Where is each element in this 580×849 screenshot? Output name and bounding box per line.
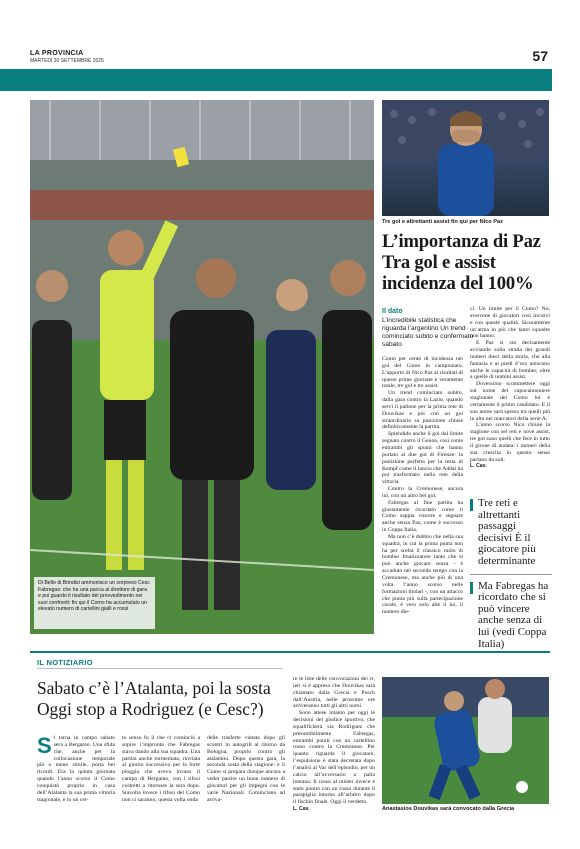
dropcap: S xyxy=(37,733,52,758)
photo-nico-paz-illustration xyxy=(382,100,549,216)
notiziario-rule xyxy=(37,668,283,669)
kicker-text: L’incredibile statistica che riguarda l’argentino Un trend cominciato subito e confermato sabato xyxy=(382,317,474,348)
notiziario-label: IL NOTIZIARIO xyxy=(37,658,93,667)
article-paragraph: Contro la Cremonese, ancora lui, con un altro bel gol. xyxy=(382,486,463,499)
article-paragraph: Fabregas al fine partita ha giustamente ricordato come il Como sappia vincere e segnare anche senza Paz, come è successo in Coppa Italia. xyxy=(382,499,463,534)
notiziario-column-1 xyxy=(37,735,115,803)
article-paragraph: Splendido anche il gol dal limite segnato contro il Genoa, così come entrambi gli spunti che hanno portato ai due gol di Firenze: la punizione perfetta per la testa di Kempf come il lancio che Addai ha poi trasformato nella rete della vittoria. xyxy=(382,431,463,486)
article-paragraph: E Paz si sta decisamente avviando sulla strada dei grandi numeri dieci della storia, che alla fantasia e ai piedi d’oro uniscono anche le capacità di bomber, oltre a quelle di uomini assist. xyxy=(470,340,550,381)
small-photo-caption: Tre gol e altrettanti assist fin qui per Nico Paz xyxy=(382,219,503,225)
notiziario-column-3 xyxy=(207,735,285,803)
photo-douvikas-illustration xyxy=(382,677,549,804)
article-column-1 xyxy=(382,356,463,616)
article-signature: L. Cav. xyxy=(470,463,487,470)
notiziario-text: re le liste delle convocazioni dei ct, ieri si è appreso che Douvikas sarà chiamato dalla Grecia e Posch dall’Austria, nelle prossime ore arriveranno tutti gli altri nomi. xyxy=(293,676,375,710)
notiziario-text: to senso fu il che ci cominciò a sopire l’impronta che Fabregas stava dando alla sua squadra. Una partita anche tormentata, rinviata al giorno successivo per la forte pioggia che aveva invaso il campo di Bergamo, con i tifosi costretti a ritornare la sera dopo. Stavolta invece i tifosi del Como non ci saranno, questa volta onda xyxy=(122,735,200,803)
notiziario-column-2 xyxy=(122,735,200,803)
top-color-band xyxy=(0,69,552,91)
bottom-photo-caption: Anastasios Douvikas sarà convocato dalla Grecia xyxy=(382,806,515,812)
notiziario-text: delle trasferte vietata dopo gli scontri in autogrill al ritorno da Bologna, proprio contro gli atalantini. Dopo questa gara, la seconda sosta della stagione: e il Como si prepara dunque ancora a veder partire un buon numero di giocatori per gli impegni con le varie Nazionali. Cominciano ad arriva- xyxy=(207,735,285,803)
article-paragraph: Conto per cento di incidenza nei gol del Como in campionato. L’apporto di Nico Paz ai risultati di queste prime giornate è veramente totale, tre gol e tre assist. xyxy=(382,356,463,390)
main-photo-caption: Di Bello di Brindisi ammonisce un sorpreso Cesc Fabregas: che ha una pacca ai direttore di gara e poi guardo il risultato del provvedimento nei suoi confronti: fin qui il Como ha accumulato un elevato numero di cartellini gialli e rossi xyxy=(34,577,155,629)
main-photo-referee-card xyxy=(30,100,374,634)
article-headline: L’importanza di Paz Tra gol e assist incidenza del 100% xyxy=(382,231,541,294)
notiziario-text: Sono attese intanto per oggi le decisioni del giudice sportivo, che squalificherà sia Rodriguez che presumibilmente Fabregas, entrambi puniti con un cartellino rosso contro la Cremonese. Per quanto riguarda il giocatore, l’espulsione è stata decretata dopo l’analisi al Var dell’episodio, per un calcio all’avversario a palla lontana. Il rosso al mister invece è stato punito con un rosso durante il parapiglia intorno all’arbitro dopo il fischio finale. Oggi il verdetto. xyxy=(293,710,375,806)
main-photo-illustration xyxy=(30,100,374,634)
side-highlight-item: Ma Fabregas ha ricordato che si può vincere anche senza di lui (vedi Coppa Italia) xyxy=(470,581,552,651)
dateline: MARTEDÌ 30 SETTEMBRE 2025 xyxy=(30,58,104,64)
side-highlight-item: Tre reti e altrettanti passaggi decisivi È il giocatore più determinante xyxy=(470,498,552,568)
side-divider xyxy=(470,574,552,575)
article-paragraph: Ma non c’è dubbio che nella sua squadra, in cui la prima punta non ha per scelta il classico ruolo di bomber finalizzatore tanto che si può anche giocare senza - è accaduto nel secondo tempo con la Cremonese, ma anche più di una volta l’anno scorso nelle formazioni titolari -, con un attacco che punta più sulla partecipazione corale, è vero solo altè il lui, il numero die- xyxy=(382,533,463,616)
article-paragraph: Dovessimo scommettere oggi sul nome del capocannoniere stagionale del Como lui è certamente il primo candidato. E il suo nome sarà spesso tra quelli più in alto nei marcatori della serie A. xyxy=(470,381,550,422)
notiziario-column-4 xyxy=(293,676,375,813)
notiziario-headline: Sabato c’è l’Atalanta, poi la sosta Oggi stop a Rodriguez (e Cesc?) xyxy=(37,678,271,719)
photo-douvikas xyxy=(382,677,549,804)
side-highlights xyxy=(470,498,552,656)
photo-nico-paz xyxy=(382,100,549,216)
page-number: 57 xyxy=(532,48,548,64)
kicker-label: Il dato xyxy=(382,308,403,315)
article-paragraph: ci. Un limite per il Como? No, avercene di giocatori così incisivi e con queste qualità. Sicuramente un’arma in più che tanto squadre non hanno. xyxy=(470,306,550,340)
article-column-2 xyxy=(470,306,550,470)
notiziario-text: i torna in campo sabato sera a Bergamo. Una sfida che, anche per la collocazione temporale più o meno simile, porta bei ricordi. Era la quinta giornata quando l’anno scorso il Como conquistò proprio in casa dell’Atalanta la sua prima vittoria stagionale, e in un cer- xyxy=(37,735,115,803)
section-band xyxy=(30,651,550,653)
article-paragraph: Un trend cominciato subito, dalla gara contro la Lazio, quando servì il pallone per la prima rete di Douvikas e poi con un gol straordinario su punizione chiuse definitivamente la partita. xyxy=(382,390,463,431)
masthead: LA PROVINCIA xyxy=(30,50,84,57)
notiziario-signature: L. Cav. xyxy=(293,806,310,813)
article-paragraph: L’anno scorso Nico chiuse la stagione con sei reti e nove assist, tre gol sono quelli che fece in tutto il girone di andata: i numeri della sua crescita in questo senso parlano da soli. xyxy=(470,422,550,463)
